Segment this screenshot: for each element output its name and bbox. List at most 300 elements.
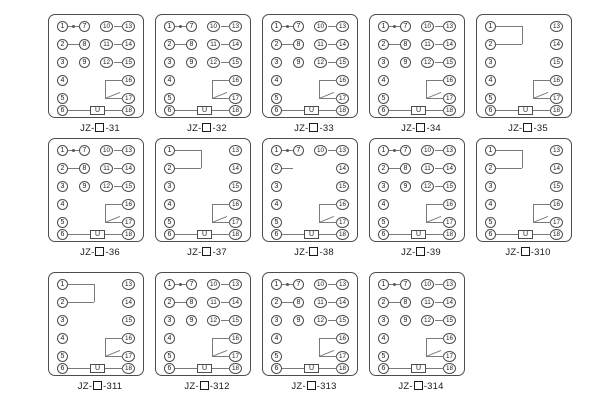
- wire: [212, 80, 230, 81]
- terminal-1: 1: [164, 145, 175, 156]
- terminal-17: 17: [229, 93, 242, 104]
- terminal-1: 1: [57, 21, 68, 32]
- wire: [389, 368, 411, 369]
- coil-symbol: U: [90, 106, 105, 115]
- terminal-7: 7: [293, 279, 304, 290]
- caption-square-icon: [416, 123, 425, 132]
- caption-prefix: JZ-: [505, 247, 520, 258]
- wire: [212, 222, 230, 223]
- terminal-4: 4: [378, 75, 389, 86]
- terminal-18: 18: [550, 105, 563, 116]
- terminal-7: 7: [400, 21, 411, 32]
- wire: [114, 150, 123, 151]
- terminal-5: 5: [485, 93, 496, 104]
- terminal-5: 5: [271, 93, 282, 104]
- terminal-5: 5: [164, 351, 175, 362]
- wire: [435, 302, 444, 303]
- wire: [282, 234, 304, 235]
- caption-square-icon: [95, 123, 104, 132]
- terminal-11: 11: [421, 163, 434, 174]
- junction-dot: [286, 25, 289, 28]
- caption-prefix: JZ-: [77, 381, 93, 392]
- terminal-18: 18: [336, 105, 349, 116]
- terminal-15: 15: [336, 315, 349, 326]
- terminal-17: 17: [122, 351, 135, 362]
- caption-square-icon: [416, 247, 425, 256]
- coil-symbol: U: [304, 230, 319, 239]
- wire: [105, 80, 106, 98]
- diagram-cell: [155, 14, 259, 134]
- terminal-3: 3: [57, 181, 68, 192]
- diagram-cell: [48, 138, 152, 258]
- terminal-1: 1: [164, 279, 175, 290]
- terminal-14: 14: [122, 297, 135, 308]
- caption-prefix: JZ-: [401, 123, 416, 134]
- terminal-4: 4: [485, 75, 496, 86]
- terminal-1: 1: [57, 145, 68, 156]
- terminal-3: 3: [378, 181, 389, 192]
- caption-prefix: JZ-: [401, 247, 416, 258]
- diagram-caption: [48, 381, 152, 392]
- wire: [533, 234, 551, 235]
- terminal-3: 3: [164, 181, 175, 192]
- terminal-4: 4: [57, 75, 68, 86]
- terminal-7: 7: [293, 21, 304, 32]
- diagram-caption: [155, 123, 259, 134]
- caption-prefix: JZ-: [508, 123, 523, 134]
- terminal-18: 18: [336, 229, 349, 240]
- terminal-5: 5: [57, 93, 68, 104]
- terminal-11: 11: [314, 297, 327, 308]
- wire: [114, 168, 123, 169]
- coil-symbol: U: [90, 364, 105, 373]
- terminal-9: 9: [186, 57, 197, 68]
- caption-prefix: JZ-: [398, 381, 413, 392]
- wire: [328, 26, 337, 27]
- caption-suffix: -36: [105, 247, 120, 258]
- wire: [533, 98, 551, 99]
- terminal-4: 4: [164, 75, 175, 86]
- wire: [328, 320, 337, 321]
- wire: [389, 44, 400, 45]
- wire: [522, 26, 523, 44]
- wire: [68, 110, 90, 111]
- wire: [212, 204, 213, 222]
- terminal-14: 14: [336, 163, 349, 174]
- wire: [426, 204, 427, 222]
- wire: [533, 222, 551, 223]
- wire: [282, 302, 293, 303]
- terminal-14: 14: [443, 163, 456, 174]
- wire: [175, 150, 201, 151]
- terminal-3: 3: [164, 57, 175, 68]
- wire: [319, 204, 320, 222]
- wire: [319, 98, 337, 99]
- diagram-caption: [155, 247, 259, 258]
- caption-prefix: JZ-: [80, 123, 95, 134]
- terminal-8: 8: [293, 297, 304, 308]
- terminal-12: 12: [207, 315, 220, 326]
- terminal-2: 2: [271, 163, 282, 174]
- wire: [389, 110, 411, 111]
- wire: [435, 150, 444, 151]
- relay-terminal-box: [48, 272, 144, 376]
- terminal-11: 11: [207, 297, 220, 308]
- terminal-3: 3: [485, 57, 496, 68]
- terminal-13: 13: [443, 145, 456, 156]
- terminal-18: 18: [122, 229, 135, 240]
- terminal-13: 13: [336, 279, 349, 290]
- terminal-6: 6: [271, 229, 282, 240]
- caption-prefix: JZ-: [187, 123, 202, 134]
- terminal-16: 16: [336, 75, 349, 86]
- wire: [212, 110, 230, 111]
- wire: [319, 338, 337, 339]
- wire: [68, 168, 79, 169]
- diagram-cell: [476, 14, 580, 134]
- wire: [105, 356, 123, 357]
- wire: [105, 338, 106, 356]
- terminal-9: 9: [293, 57, 304, 68]
- terminal-9: 9: [79, 57, 90, 68]
- terminal-4: 4: [57, 199, 68, 210]
- wire: [328, 284, 337, 285]
- wire: [319, 80, 337, 81]
- wire: [426, 98, 444, 99]
- terminal-4: 4: [378, 199, 389, 210]
- terminal-1: 1: [378, 21, 389, 32]
- terminal-16: 16: [443, 75, 456, 86]
- wire: [282, 168, 293, 169]
- wire: [175, 368, 197, 369]
- wire: [435, 62, 444, 63]
- terminal-14: 14: [229, 163, 242, 174]
- terminal-14: 14: [229, 297, 242, 308]
- wire: [496, 234, 518, 235]
- terminal-3: 3: [164, 315, 175, 326]
- terminal-18: 18: [229, 105, 242, 116]
- terminal-5: 5: [57, 351, 68, 362]
- terminal-16: 16: [336, 199, 349, 210]
- terminal-4: 4: [271, 333, 282, 344]
- terminal-14: 14: [550, 163, 563, 174]
- terminal-12: 12: [100, 181, 113, 192]
- wire: [435, 26, 444, 27]
- terminal-14: 14: [443, 39, 456, 50]
- diagram-cell: [262, 138, 366, 258]
- caption-suffix: -34: [426, 123, 441, 134]
- wire: [533, 204, 551, 205]
- coil-symbol: U: [411, 230, 426, 239]
- terminal-14: 14: [336, 39, 349, 50]
- diagram-caption: [262, 247, 366, 258]
- terminal-2: 2: [378, 39, 389, 50]
- wire: [212, 338, 230, 339]
- terminal-1: 1: [378, 145, 389, 156]
- terminal-15: 15: [229, 57, 242, 68]
- terminal-6: 6: [271, 363, 282, 374]
- terminal-17: 17: [336, 217, 349, 228]
- terminal-3: 3: [378, 57, 389, 68]
- coil-symbol: U: [518, 106, 533, 115]
- terminal-3: 3: [271, 315, 282, 326]
- wire: [68, 44, 79, 45]
- coil-symbol: U: [304, 106, 319, 115]
- diagram-cell: [262, 272, 366, 392]
- wire: [319, 80, 320, 98]
- wire: [319, 368, 337, 369]
- terminal-10: 10: [421, 145, 434, 156]
- relay-terminal-box: [155, 272, 251, 376]
- terminal-12: 12: [100, 57, 113, 68]
- wire: [496, 26, 522, 27]
- relay-terminal-box: [369, 14, 465, 118]
- wire: [435, 320, 444, 321]
- wire: [201, 150, 202, 168]
- terminal-11: 11: [100, 39, 113, 50]
- terminal-2: 2: [57, 297, 68, 308]
- wire: [68, 302, 94, 303]
- diagram-cell: [155, 138, 259, 258]
- wire: [94, 284, 95, 302]
- terminal-5: 5: [271, 351, 282, 362]
- wire: [221, 44, 230, 45]
- terminal-4: 4: [271, 75, 282, 86]
- terminal-5: 5: [378, 217, 389, 228]
- caption-square-icon: [95, 247, 104, 256]
- caption-square-icon: [200, 381, 209, 390]
- wire: [212, 234, 230, 235]
- caption-suffix: -35: [533, 123, 548, 134]
- wire: [426, 222, 444, 223]
- terminal-13: 13: [122, 145, 135, 156]
- terminal-9: 9: [400, 181, 411, 192]
- caption-suffix: -310: [530, 247, 551, 258]
- terminal-15: 15: [229, 181, 242, 192]
- terminal-15: 15: [443, 57, 456, 68]
- terminal-12: 12: [314, 57, 327, 68]
- coil-symbol: U: [197, 230, 212, 239]
- terminal-8: 8: [400, 163, 411, 174]
- wire: [212, 338, 213, 356]
- terminal-3: 3: [485, 181, 496, 192]
- terminal-13: 13: [336, 21, 349, 32]
- wire: [496, 44, 522, 45]
- junction-dot: [72, 149, 75, 152]
- terminal-7: 7: [293, 145, 304, 156]
- terminal-18: 18: [336, 363, 349, 374]
- terminal-13: 13: [336, 145, 349, 156]
- wire: [114, 186, 123, 187]
- terminal-8: 8: [186, 297, 197, 308]
- terminal-2: 2: [378, 163, 389, 174]
- wire: [105, 338, 123, 339]
- wire: [114, 26, 123, 27]
- diagram-caption: [262, 381, 366, 392]
- wire: [533, 80, 551, 81]
- caption-suffix: -38: [319, 247, 334, 258]
- wire: [105, 110, 123, 111]
- terminal-15: 15: [122, 57, 135, 68]
- wire: [328, 62, 337, 63]
- wire: [175, 110, 197, 111]
- wire: [68, 368, 90, 369]
- terminal-17: 17: [336, 351, 349, 362]
- terminal-14: 14: [122, 39, 135, 50]
- coil-symbol: U: [518, 230, 533, 239]
- wire: [389, 168, 400, 169]
- wire: [105, 98, 123, 99]
- wire: [426, 368, 444, 369]
- caption-prefix: JZ-: [184, 381, 199, 392]
- caption-suffix: -32: [212, 123, 227, 134]
- terminal-16: 16: [122, 199, 135, 210]
- terminal-7: 7: [79, 145, 90, 156]
- terminal-13: 13: [229, 145, 242, 156]
- diagram-caption: [155, 381, 259, 392]
- terminal-17: 17: [122, 93, 135, 104]
- terminal-18: 18: [229, 229, 242, 240]
- terminal-2: 2: [271, 39, 282, 50]
- terminal-15: 15: [336, 181, 349, 192]
- terminal-5: 5: [378, 93, 389, 104]
- wire: [68, 234, 90, 235]
- terminal-14: 14: [443, 297, 456, 308]
- relay-terminal-box: [48, 14, 144, 118]
- terminal-17: 17: [229, 351, 242, 362]
- wire: [175, 234, 197, 235]
- diagram-caption: [48, 123, 152, 134]
- terminal-5: 5: [271, 217, 282, 228]
- caption-prefix: JZ-: [294, 123, 309, 134]
- terminal-6: 6: [378, 105, 389, 116]
- terminal-13: 13: [550, 21, 563, 32]
- wire: [426, 338, 427, 356]
- wire: [105, 204, 123, 205]
- terminal-9: 9: [79, 181, 90, 192]
- caption-prefix: JZ-: [187, 247, 202, 258]
- terminal-10: 10: [100, 145, 113, 156]
- terminal-3: 3: [57, 315, 68, 326]
- terminal-15: 15: [550, 181, 563, 192]
- terminal-15: 15: [550, 57, 563, 68]
- terminal-1: 1: [164, 21, 175, 32]
- terminal-16: 16: [229, 199, 242, 210]
- coil-symbol: U: [411, 106, 426, 115]
- wire: [426, 204, 444, 205]
- terminal-2: 2: [164, 39, 175, 50]
- terminal-16: 16: [229, 333, 242, 344]
- terminal-1: 1: [57, 279, 68, 290]
- coil-symbol: U: [304, 364, 319, 373]
- terminal-6: 6: [164, 363, 175, 374]
- wire: [319, 234, 337, 235]
- relay-terminal-box: [262, 272, 358, 376]
- terminal-1: 1: [271, 21, 282, 32]
- relay-terminal-box: [48, 138, 144, 242]
- terminal-5: 5: [164, 217, 175, 228]
- terminal-10: 10: [314, 145, 327, 156]
- diagram-caption: [369, 247, 473, 258]
- terminal-12: 12: [207, 57, 220, 68]
- terminal-2: 2: [485, 163, 496, 174]
- terminal-17: 17: [336, 93, 349, 104]
- wire: [105, 368, 123, 369]
- caption-suffix: -313: [316, 381, 337, 392]
- caption-square-icon: [202, 123, 211, 132]
- terminal-11: 11: [421, 39, 434, 50]
- terminal-2: 2: [57, 163, 68, 174]
- wire: [282, 44, 293, 45]
- terminal-17: 17: [550, 93, 563, 104]
- caption-square-icon: [309, 123, 318, 132]
- caption-square-icon: [307, 381, 316, 390]
- wire: [389, 302, 400, 303]
- terminal-7: 7: [400, 145, 411, 156]
- wire: [319, 222, 337, 223]
- relay-terminal-box: [155, 14, 251, 118]
- terminal-17: 17: [122, 217, 135, 228]
- diagram-cell: [262, 14, 366, 134]
- wire: [105, 80, 123, 81]
- terminal-8: 8: [293, 39, 304, 50]
- coil-symbol: U: [197, 106, 212, 115]
- terminal-18: 18: [122, 105, 135, 116]
- coil-symbol: U: [197, 364, 212, 373]
- wire: [282, 368, 304, 369]
- wire: [319, 110, 337, 111]
- terminal-4: 4: [378, 333, 389, 344]
- relay-terminal-box: [262, 14, 358, 118]
- diagram-caption: [262, 123, 366, 134]
- caption-prefix: JZ-: [294, 247, 309, 258]
- wire: [221, 302, 230, 303]
- terminal-8: 8: [400, 39, 411, 50]
- wire: [426, 356, 444, 357]
- terminal-13: 13: [229, 279, 242, 290]
- wire: [114, 62, 123, 63]
- junction-dot: [393, 283, 396, 286]
- coil-symbol: U: [90, 230, 105, 239]
- wire: [221, 26, 230, 27]
- terminal-10: 10: [207, 21, 220, 32]
- diagram-caption: [48, 247, 152, 258]
- terminal-3: 3: [271, 57, 282, 68]
- terminal-10: 10: [314, 279, 327, 290]
- terminal-14: 14: [550, 39, 563, 50]
- terminal-13: 13: [443, 21, 456, 32]
- terminal-1: 1: [271, 145, 282, 156]
- terminal-16: 16: [443, 333, 456, 344]
- terminal-9: 9: [400, 57, 411, 68]
- caption-prefix: JZ-: [291, 381, 306, 392]
- caption-suffix: -31: [105, 123, 120, 134]
- terminal-4: 4: [271, 199, 282, 210]
- terminal-10: 10: [100, 21, 113, 32]
- terminal-14: 14: [122, 163, 135, 174]
- relay-terminal-box: [155, 138, 251, 242]
- terminal-10: 10: [207, 279, 220, 290]
- wire: [282, 110, 304, 111]
- junction-dot: [179, 25, 182, 28]
- terminal-4: 4: [164, 333, 175, 344]
- terminal-9: 9: [186, 315, 197, 326]
- terminal-8: 8: [79, 163, 90, 174]
- terminal-1: 1: [378, 279, 389, 290]
- diagram-cell: [369, 272, 473, 392]
- diagram-caption: [369, 123, 473, 134]
- diagram-cell: [155, 272, 259, 392]
